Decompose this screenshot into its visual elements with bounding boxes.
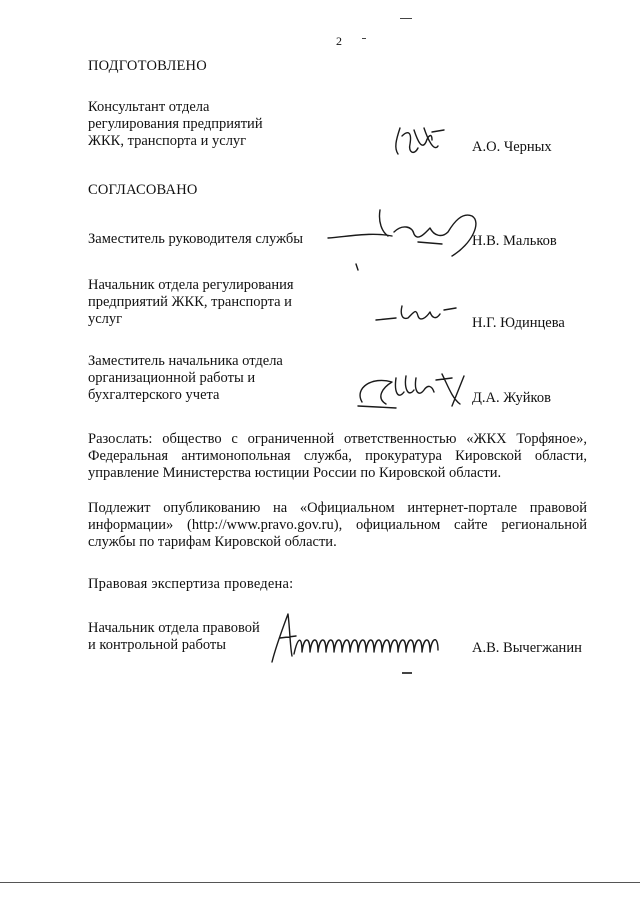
agreed-position-3 [88,353,348,404]
page-bottom-edge [0,882,640,883]
agreed-position-1 [88,231,328,248]
signature-zhuykov [352,368,480,414]
position-line: Начальник отдела правовой [88,620,260,636]
agreed-heading: СОГЛАСОВАНО [88,182,198,198]
legal-review-name: А.В. Вычегжанин [472,640,582,656]
scan-speck [402,672,412,674]
position-line: бухгалтерского учета [88,387,220,403]
legal-review-statement: Правовая экспертиза проведена: [88,576,294,592]
position-line: предприятий ЖКК, транспорта и [88,294,292,310]
page-number: 2 [336,34,342,48]
position-line: Заместитель руководителя службы [88,231,304,247]
prepared-position [88,99,348,150]
distribution-paragraph [88,431,587,482]
scan-speck [362,38,366,39]
position-line: Консультант отдела [88,99,210,115]
position-line: Начальник отдела регулирования [88,277,294,293]
agreed-name-3: Д.А. Жуйков [472,390,551,406]
distribution-text: Разослать: общество с ограниченной ответственностью «ЖКХ Торфяное», Федеральная антимонопольная служба, прокуратура Кировской области, управление Министерства юстиции России по Кировской области. [88,431,587,481]
prepared-name: А.О. Черных [472,139,552,155]
position-line: услуг [88,311,123,327]
publication-text: Подлежит опубликованию на «Официальном интернет-портале правовой информации» (http://www.pravo.gov.ru), официальном сайте региональной службы по тарифам Кировской области. [88,500,587,550]
position-line: ЖКК, транспорта и услуг [88,133,247,149]
agreed-position-2 [88,277,348,328]
agreed-name-1: Н.В. Мальков [472,233,557,249]
agreed-name-2: Н.Г. Юдинцева [472,315,565,331]
scan-speck [400,18,412,19]
prepared-heading: ПОДГОТОВЛЕНО [88,58,207,74]
publication-paragraph [88,500,587,551]
signature-chernykh [388,122,448,162]
position-line: организационной работы и [88,370,256,386]
signature-malkov [322,202,492,272]
position-line: и контрольной работы [88,637,226,653]
position-line: Заместитель начальника отдела [88,353,283,369]
position-line: регулирования предприятий [88,116,263,132]
signature-vychegzhanin [266,606,466,666]
signature-yudintseva [372,298,462,328]
